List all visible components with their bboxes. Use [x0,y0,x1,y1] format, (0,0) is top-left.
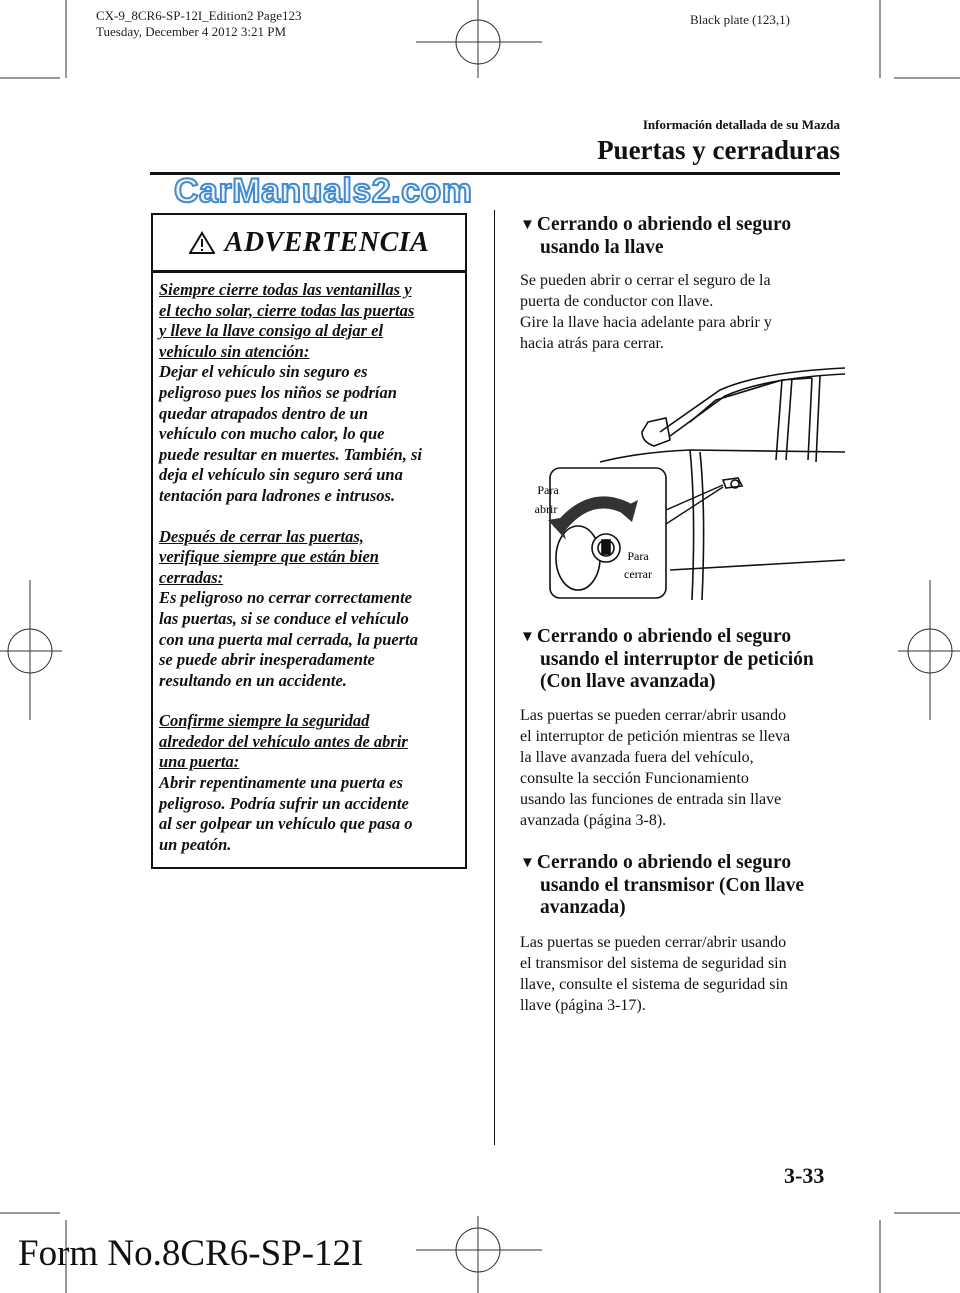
section-heading-key [520,214,845,259]
triangle-bullet-icon: ▼ [520,855,535,871]
watermark: CarManuals2.com [174,172,473,210]
body-line: llave (página 3-17). [520,997,646,1014]
warning-heading-line: Después de cerrar las puertas, [159,526,364,546]
section-heading-line: Cerrando o abriendo el seguro [536,626,792,647]
warning-text-line: peligroso. Podría sufrir un accidente [159,793,409,813]
section-heading-request-switch [520,626,845,694]
door-key-lock-illustration [520,360,845,600]
warning-heading-line: Confirme siempre la seguridad [159,711,370,731]
triangle-bullet-icon: ▼ [520,629,535,645]
body-line: puerta de conductor con llave. [520,293,714,310]
body-line: consulte la sección Funcionamiento [520,770,749,787]
body-line: hacia atrás para cerrar. [520,335,664,352]
fig-label-close: Para [627,549,649,563]
warning-text-line: las puertas, si se conduce el vehículo [159,608,409,628]
warning-text-line: Dejar el vehículo sin seguro es [159,362,368,382]
warning-text-line: tentación para ladrones e intrusos. [159,485,396,505]
warning-text-line: vehículo con mucho calor, lo que [159,424,385,444]
form-number: Form No.8CR6-SP-12I [18,1233,364,1274]
warning-heading-line: alrededor del vehículo antes de abrir [159,731,408,751]
warning-text-line: un peatón. [159,834,232,854]
body-line: Las puertas se pueden cerrar/abrir usando [520,934,787,951]
body-line: avanzada (página 3-8). [520,812,667,829]
body-line: usando las funciones de entrada sin llave [520,791,782,808]
triangle-bullet-icon: ▼ [520,217,535,233]
section-subtitle: Información detallada de su Mazda [642,117,840,132]
warning-box [151,213,467,869]
section-heading-line: avanzada) [540,897,626,918]
warning-header [153,215,465,270]
warning-heading-line: vehículo sin atención: [159,341,310,361]
page-number: 3-33 [784,1163,825,1188]
section-body-transmitter [520,932,845,1016]
body-line: el transmisor del sistema de seguridad sin [520,955,787,972]
warning-text-line: quedar atrapados dentro de un [159,403,369,423]
body-line: el interruptor de petición mientras se lleva [520,728,791,745]
body-line: Se pueden abrir o cerrar el seguro de la [520,272,771,289]
section-heading-line: usando el transmisor (Con llave [540,874,804,896]
section-heading-line: usando la llave [540,236,664,258]
print-info [96,8,301,40]
section-heading-line: Cerrando o abriendo el seguro [536,852,792,873]
warning-text-line: Es peligroso no cerrar correctamente [159,588,412,608]
print-info-line: CX-9_8CR6-SP-12I_Edition2 Page123 [96,8,302,23]
warning-heading-line: el techo solar, cierre todas las puertas [159,300,415,320]
body-line: Gire la llave hacia adelante para abrir y [520,314,772,331]
warning-text-line: deja el vehículo sin seguro será una [159,465,403,485]
warning-heading-line: cerradas: [159,567,224,587]
warning-triangle-icon [189,231,215,255]
section-title: Puertas y cerraduras [597,135,840,165]
warning-heading-line: una puerta: [159,752,240,772]
warning-body [153,273,465,855]
section-heading-line: (Con llave avanzada) [540,671,716,692]
fig-label-open: abrir [534,502,558,516]
section-body-request-switch [520,705,845,831]
warning-heading-line: y lleve la llave consigo al dejar el [159,321,384,341]
warning-title: ADVERTENCIA [224,226,430,258]
plate-label: Black plate (123,1) [690,12,790,27]
fig-label-open: Para [537,483,559,497]
section-heading-line: usando el interruptor de petición [540,648,814,670]
warning-text-line: se puede abrir inesperadamente [159,650,375,670]
fig-label-close: cerrar [624,567,652,581]
print-info-line: Tuesday, December 4 2012 3:21 PM [96,24,287,39]
body-line: llave, consulte el sistema de seguridad sin [520,976,788,993]
section-heading-line: Cerrando o abriendo el seguro [536,214,792,235]
warning-heading-line: Siempre cierre todas las ventanillas y [159,280,412,299]
body-line: la llave avanzada fuera del vehículo, [520,749,754,766]
column-divider [494,210,495,1145]
warning-text-line: puede resultar en muertes. También, si [159,444,422,464]
warning-text-line: con una puerta mal cerrada, la puerta [159,629,418,649]
warning-text-line: peligroso pues los niños se podrían [159,382,397,402]
warning-text-line: resultando en un accidente. [159,670,347,690]
warning-text-line: Abrir repentinamente una puerta es [159,773,403,793]
warning-text-line: al ser golpear un vehículo que pasa o [159,814,413,834]
body-line: Las puertas se pueden cerrar/abrir usando [520,707,787,724]
section-heading-transmitter [520,852,845,920]
warning-heading-line: verifique siempre que están bien [159,547,379,567]
section-body-key [520,270,845,354]
